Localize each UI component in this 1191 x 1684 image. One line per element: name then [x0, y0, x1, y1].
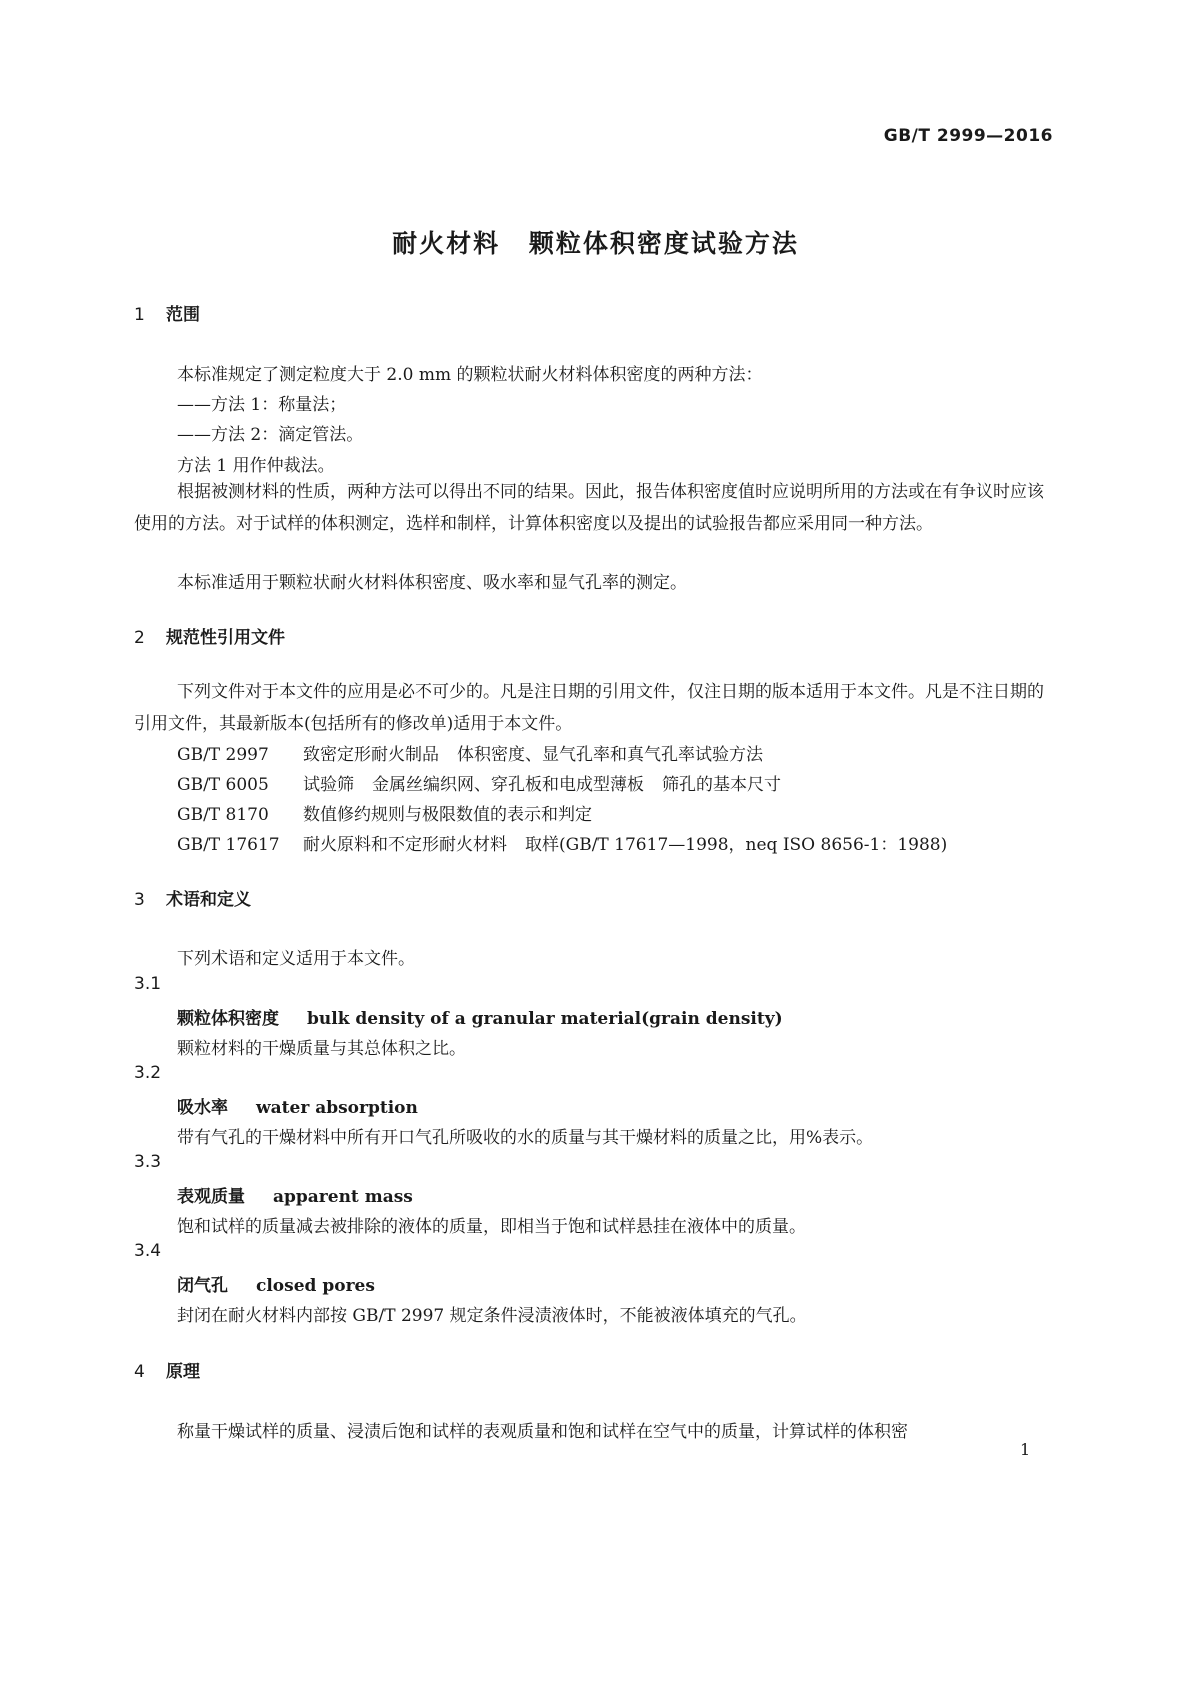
- term-chinese: 颗粒体积密度: [177, 1009, 279, 1029]
- paragraph: [134, 676, 1054, 740]
- reference-title: 耐火原料和不定形耐火材料: [303, 835, 507, 855]
- term-heading: [177, 1093, 418, 1118]
- paragraph: [134, 476, 1054, 540]
- section-number: 4: [134, 1362, 145, 1382]
- section-4-heading: [134, 1357, 200, 1382]
- reference-code: GB/T 2997: [177, 745, 269, 765]
- term-chinese: 吸水率: [177, 1098, 228, 1118]
- term-heading: [177, 1182, 413, 1207]
- paragraph: 称量干燥试样的质量、浸渍后饱和试样的表观质量和饱和试样在空气中的质量，计算试样的体积密: [177, 1422, 908, 1442]
- reference-title: 金属丝编织网、穿孔板和电成型薄板: [372, 775, 644, 795]
- paragraph: 方法 1 用作仲裁法。: [177, 456, 335, 476]
- section-number: 1: [134, 305, 145, 325]
- term-chinese: 闭气孔: [177, 1276, 228, 1296]
- section-number: 2: [134, 628, 145, 648]
- paragraph: 本标准规定了测定粒度大于 2.0 mm 的颗粒状耐火材料体积密度的两种方法：: [177, 365, 763, 385]
- term-english: closed pores: [256, 1276, 375, 1296]
- reference-title: 筛孔的基本尺寸: [662, 775, 781, 795]
- reference-item: [177, 770, 781, 795]
- list-item: ——方法 1：称量法；: [177, 395, 347, 415]
- section-1-heading: [134, 300, 200, 325]
- clause-number: 3.3: [134, 1152, 162, 1172]
- section-title: 原理: [166, 1362, 200, 1382]
- term-definition: 饱和试样的质量减去被排除的液体的质量，即相当于饱和试样悬挂在液体中的质量。: [177, 1217, 806, 1237]
- paragraph: 下列术语和定义适用于本文件。: [177, 949, 415, 969]
- clause-number: 3.2: [134, 1063, 162, 1083]
- reference-title: 试验筛: [303, 775, 354, 795]
- reference-title: 取样(GB/T 17617—1998，neq ISO 8656-1：1988): [525, 835, 948, 855]
- reference-item: [177, 830, 947, 855]
- term-english: water absorption: [256, 1098, 418, 1118]
- reference-item: [177, 740, 763, 765]
- clause-number: 3.4: [134, 1241, 162, 1261]
- term-chinese: 表观质量: [177, 1187, 245, 1207]
- paragraph: 本标准适用于颗粒状耐火材料体积密度、吸水率和显气孔率的测定。: [177, 573, 687, 593]
- section-2-heading: [134, 623, 285, 648]
- term-heading: [177, 1271, 375, 1296]
- page-title: 耐火材料 颗粒体积密度试验方法: [392, 229, 799, 258]
- page-number: 1: [1020, 1440, 1031, 1459]
- term-english: apparent mass: [273, 1187, 413, 1207]
- reference-item: [177, 800, 592, 825]
- section-number: 3: [134, 890, 145, 910]
- section-3-heading: [134, 885, 251, 910]
- section-title: 范围: [166, 305, 200, 325]
- term-definition: 带有气孔的干燥材料中所有开口气孔所吸收的水的质量与其干燥材料的质量之比，用%表示。: [177, 1128, 874, 1148]
- term-english: bulk density of a granular material(grain density): [307, 1009, 783, 1029]
- list-item: ——方法 2：滴定管法。: [177, 425, 364, 445]
- reference-code: GB/T 6005: [177, 775, 269, 795]
- reference-code: GB/T 17617: [177, 835, 280, 855]
- reference-code: GB/T 8170: [177, 805, 269, 825]
- paragraph-text: 根据被测材料的性质，两种方法可以得出不同的结果。因此，报告体积密度值时应说明所用的方法或在有争议时应该使用的方法。对于试样的体积测定，选样和制样，计算体积密度以及提出的试验报告都应采用同一种方法。: [134, 482, 1044, 534]
- term-definition: 封闭在耐火材料内部按 GB/T 2997 规定条件浸渍液体时，不能被液体填充的气孔。: [177, 1306, 807, 1326]
- term-definition: 颗粒材料的干燥质量与其总体积之比。: [177, 1039, 466, 1059]
- reference-title: 体积密度、显气孔率和真气孔率试验方法: [457, 745, 763, 765]
- paragraph-text: 下列文件对于本文件的应用是必不可少的。凡是注日期的引用文件，仅注日期的版本适用于本文件。凡是不注日期的引用文件，其最新版本(包括所有的修改单)适用于本文件。: [134, 682, 1044, 734]
- reference-title: 致密定形耐火制品: [303, 745, 439, 765]
- reference-title: 数值修约规则与极限数值的表示和判定: [303, 805, 592, 825]
- clause-number: 3.1: [134, 974, 162, 994]
- section-title: 术语和定义: [166, 890, 251, 910]
- term-heading: [177, 1004, 783, 1029]
- document-code: GB/T 2999—2016: [883, 126, 1053, 146]
- section-title: 规范性引用文件: [166, 628, 285, 648]
